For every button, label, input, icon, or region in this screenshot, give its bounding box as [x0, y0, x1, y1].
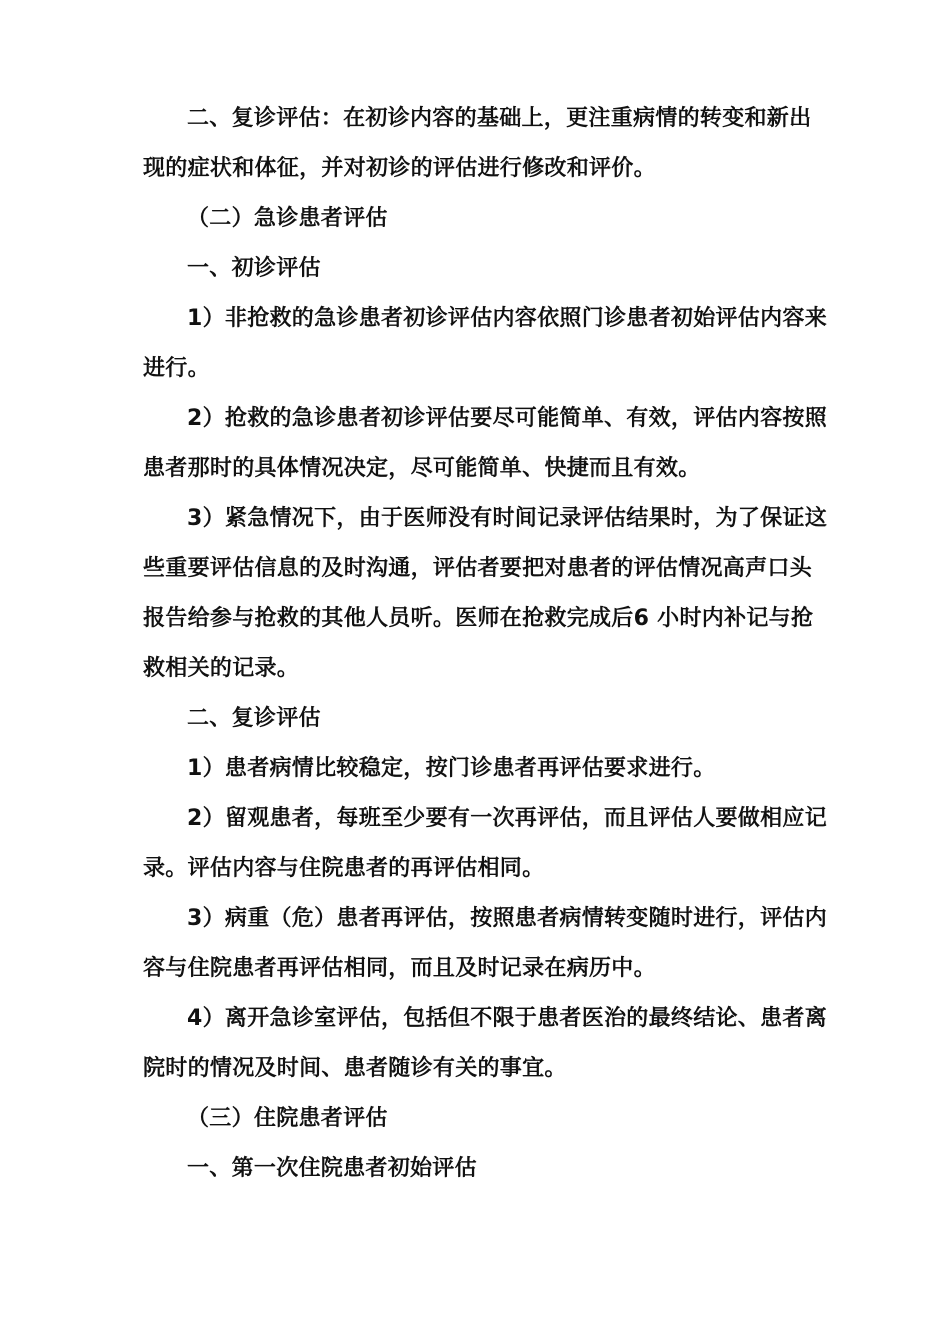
text-line: 1）患者病情比较稳定，按门诊患者再评估要求进行。	[187, 756, 716, 781]
text-line: 现的症状和体征，并对初诊的评估进行修改和评价。	[143, 156, 656, 181]
text-line: 容与住院患者再评估相同，而且及时记录在病历中。	[143, 956, 656, 981]
text-line: 二、复诊评估：在初诊内容的基础上，更注重病情的转变和新出	[187, 106, 812, 131]
text-line: 录。评估内容与住院患者的再评估相同。	[143, 856, 545, 881]
subsection-heading: 一、初诊评估	[187, 256, 321, 281]
text-line: 3）紧急情况下，由于医师没有时间记录评估结果时，为了保证这	[187, 506, 828, 531]
text-line: 患者那时的具体情况决定，尽可能简单、快捷而且有效。	[143, 456, 701, 481]
subsection-heading: 一、第一次住院患者初始评估	[187, 1156, 477, 1181]
subsection-heading: 二、复诊评估	[187, 706, 321, 731]
text-line: 救相关的记录。	[143, 656, 300, 681]
text-line: 2）留观患者，每班至少要有一次再评估，而且评估人要做相应记	[187, 806, 828, 831]
section-heading: （三）住院患者评估	[187, 1106, 388, 1131]
section-heading: （二）急诊患者评估	[187, 206, 388, 231]
text-line: 报告给参与抢救的其他人员听。医师在抢救完成后6 小时内补记与抢	[143, 606, 814, 631]
text-line: 1）非抢救的急诊患者初诊评估内容依照门诊患者初始评估内容来	[187, 306, 828, 331]
text-line: 院时的情况及时间、患者随诊有关的事宜。	[143, 1056, 567, 1081]
text-line: 进行。	[143, 356, 210, 381]
document-body	[143, 94, 833, 1194]
text-line: 4）离开急诊室评估，包括但不限于患者医治的最终结论、患者离	[187, 1006, 828, 1031]
text-line: 2）抢救的急诊患者初诊评估要尽可能简单、有效，评估内容按照	[187, 406, 828, 431]
text-line: 3）病重（危）患者再评估，按照患者病情转变随时进行，评估内	[187, 906, 828, 931]
text-line: 些重要评估信息的及时沟通，评估者要把对患者的评估情况高声口头	[143, 556, 813, 581]
